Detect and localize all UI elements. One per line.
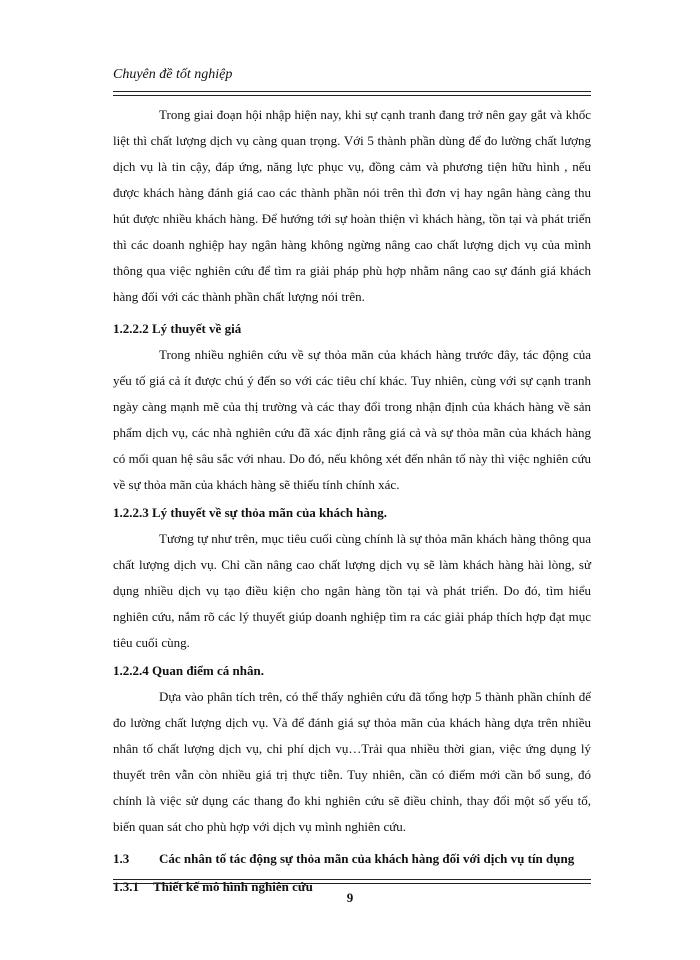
header-rule-thin [113, 95, 591, 96]
heading-number: 1.2.2.3 [113, 505, 149, 520]
paragraph-intro: Trong giai đoạn hội nhập hiện nay, khi sự cạnh tranh đang trở nên gay gắt và khốc liệt thì chất lượng dịch vụ càng quan trọng. Với 5 thành phần dùng để đo lường chất lượng dịch vụ là tin cậy, đáp ứng, năng lực phục vụ, đồng cảm và phương tiện hữu hình , nếu được khách hàng đánh giá cao các thành phần nói trên thì đơn vị hay ngân hàng càng thu hút được nhiều khách hàng. Để hướng tới sự hoàn thiện vì khách hàng, tồn tại và phát triển thì các doanh nghiệp hay ngân hàng không ngừng nâng cao chất lượng dịch vụ của mình thông qua việc nghiên cứu để tìm ra giải pháp phù hợp nhằm nâng cao sự đánh giá khách hàng đối với các thành phần chất lượng nói trên. [113, 107, 591, 304]
footer-rule-thin [113, 879, 591, 880]
heading-title: Lý thuyết về giá [152, 321, 242, 336]
header-rule-thick [113, 91, 591, 92]
heading-title: Thiết kế mô hình nghiên cứu [153, 879, 313, 894]
heading-number: 1.3.1 [113, 879, 139, 894]
page-number: 9 [346, 890, 354, 905]
heading-1-3 [113, 846, 591, 872]
heading-number: 1.2.2.2 [113, 321, 149, 336]
running-header: Chuyên đề tốt nghiệp [113, 67, 233, 82]
heading-number: 1.2.2.4 [113, 663, 149, 678]
paragraph-personal-view: Dựa vào phân tích trên, có thể thấy nghiên cứu đã tổng hợp 5 thành phần chính để đo lường chất lượng dịch vụ. Và để đánh giá sự thỏa mãn của khách hàng dựa trên nhiều nhân tố chất lượng dịch vụ, chi phí dịch vụ…Trải qua nhiều thời gian, việc ứng dụng lý thuyết trên vẫn còn nhiều giá trị thực tiễn. Tuy nhiên, cần có điểm mới cần bổ sung, đó chính là việc sử dụng các thang đo khi nghiên cứu sẽ điều chỉnh, thay đổi một số yếu tố, biến quan sát cho phù hợp với dịch vụ mình nghiên cứu. [113, 689, 591, 834]
paragraph-price-theory: Trong nhiều nghiên cứu về sự thỏa mãn của khách hàng trước đây, tác động của yếu tố giá cả ít được chú ý đến so với các tiêu chí khác. Tuy nhiên, cùng với sự cạnh tranh ngày càng mạnh mẽ của thị trường và các thay đổi trong nhận định của khách hàng về sản phẩm dịch vụ, các nhà nghiên cứu đã xác định rằng giá cả và sự thỏa mãn của khách hàng có mối quan hệ sâu sắc với nhau. Do đó, nếu không xét đến nhân tố này thì việc nghiên cứu về sự thỏa mãn của khách hàng sẽ thiếu tính chính xác. [113, 347, 591, 492]
heading-title: Lý thuyết về sự thỏa mãn của khách hàng. [152, 505, 387, 520]
heading-1-2-2-4 [113, 658, 591, 684]
heading-1-2-2-3 [113, 500, 591, 526]
footer-rule-thick [113, 883, 591, 884]
paragraph-satisfaction-theory: Tương tự như trên, mục tiêu cuối cùng chính là sự thỏa mãn khách hàng thông qua chất lượng dịch vụ. Chỉ cần nâng cao chất lượng dịch vụ sẽ làm khách hàng hài lòng, sử dụng nhiều dịch vụ tạo điều kiện cho ngân hàng tồn tại và phát triển. Do đó, tìm hiểu nghiên cứu, nắm rõ các lý thuyết giúp doanh nghiệp tìm ra các giải pháp thích hợp đạt mục tiêu cuối cùng. [113, 531, 591, 650]
heading-title: Quan điểm cá nhân. [152, 663, 264, 678]
heading-number: 1.3 [113, 851, 130, 866]
page-body [113, 102, 591, 900]
heading-1-2-2-2 [113, 316, 591, 342]
heading-title: Các nhân tố tác động sự thỏa mãn của khách hàng đối với dịch vụ tín dụng [159, 851, 575, 866]
